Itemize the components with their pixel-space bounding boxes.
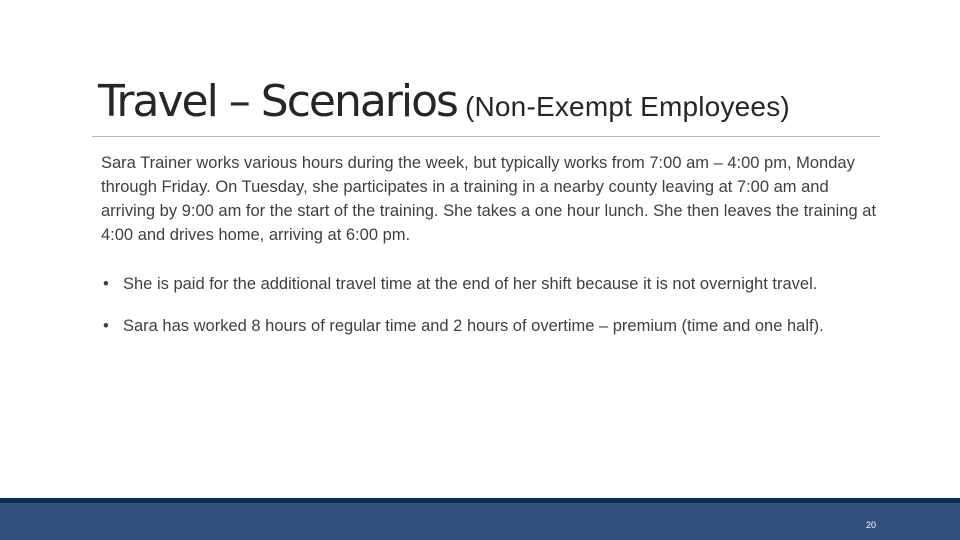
title-main: Travel – Scenarios <box>98 76 457 127</box>
bullet-item <box>101 314 881 338</box>
title-subtitle: (Non-Exempt Employees) <box>464 91 790 122</box>
bullet-text: She is paid for the additional travel time at the end of her shift because it is not overnight travel. <box>123 275 818 293</box>
bullet-marker-icon: • <box>103 317 109 335</box>
footer-band <box>0 498 960 540</box>
bullet-item <box>101 272 881 296</box>
bullet-list <box>101 272 881 356</box>
slide-title <box>98 76 898 127</box>
page-number: 20 <box>865 520 876 530</box>
bullet-text: Sara has worked 8 hours of regular time and 2 hours of overtime – premium (time and one half). <box>123 317 824 335</box>
scenario-paragraph: Sara Trainer works various hours during the week, but typically works from 7:00 am – 4:00 pm, Monday through Friday. On Tuesday, she participates in a training in a nearby county leaving at 7:00 am and arriving by 9:00 am for the start of the training. She takes a one hour lunch. She then leaves the training at 4:00 and drives home, arriving at 6:00 pm. <box>101 154 877 244</box>
bullet-marker-icon: • <box>103 275 109 293</box>
title-divider <box>92 136 880 137</box>
